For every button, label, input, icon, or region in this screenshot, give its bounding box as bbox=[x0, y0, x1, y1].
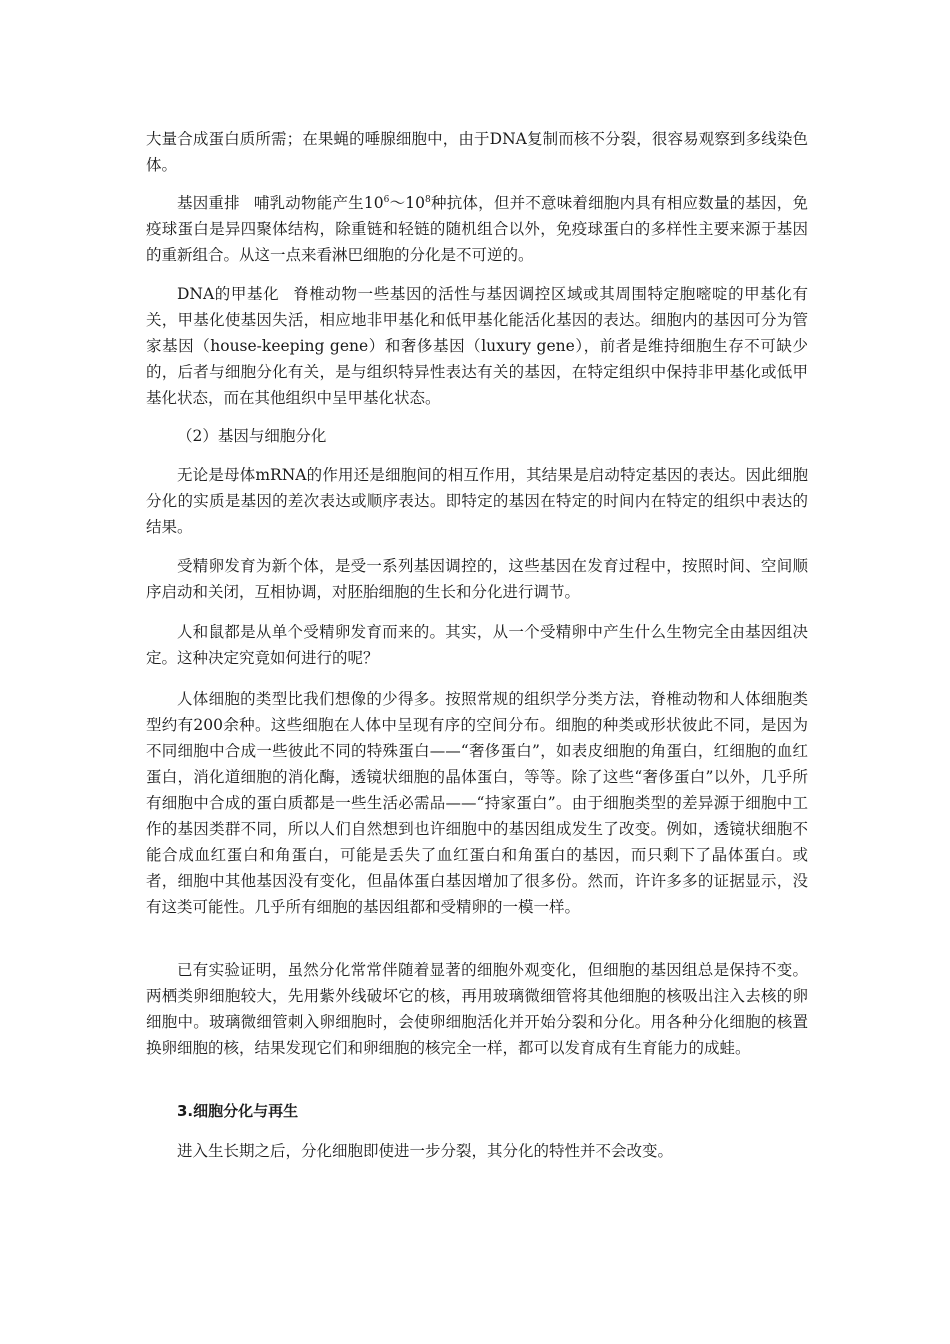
rearrangement-text-post: 种抗体，但并不意味着细胞内具有相应数量的基因，免疫球蛋白是异四聚体结构，除重链和轻链的随机组合以外，免疫球蛋白的多样性主要来源于基因的重新组合。从这一点来看淋巴细胞的分化是不可逆的。 bbox=[146, 194, 808, 264]
paragraph-nuclear-transfer: 已有实验证明，虽然分化常常伴随着显著的细胞外观变化，但细胞的基因组总是保持不变。两栖类卵细胞较大，先用紫外线破坏它的核，再用玻璃微细管将其他细胞的核吸出注入去核的卵细胞中。玻璃微细管刺入卵细胞时，会使卵细胞活化并开始分裂和分化。用各种分化细胞的核置换卵细胞的核，结果发现它们和卵细胞的核完全一样，都可以发育成有生育能力的成蛙。 bbox=[146, 961, 808, 1057]
superscript-exponent-6: 6 bbox=[383, 195, 390, 205]
rearrangement-text-mid: ～10 bbox=[389, 194, 426, 212]
paragraph-genome-determination: 人和鼠都是从单个受精卵发育而来的。其实，从一个受精卵中产生什么生物完全由基因组决定。这种决定究竟如何进行的呢？ bbox=[146, 623, 808, 667]
paragraph-intro: 大量合成蛋白质所需；在果蝇的唾腺细胞中，由于DNA复制而核不分裂，很容易观察到多线染色体。 bbox=[146, 130, 808, 174]
section-heading-differentiation-and-regeneration: 3.细胞分化与再生 bbox=[177, 1102, 299, 1120]
paragraph-essence-of-differentiation: 无论是母体mRNA的作用还是细胞间的相互作用，其结果是启动特定基因的表达。因此细胞分化的实质是基因的差次表达或顺序表达。即特定的基因在特定的时间内在特定的组织中表达的结果。 bbox=[146, 466, 808, 536]
methylation-text: 脊椎动物一些基因的活性与基因调控区域或其周围特定胞嘧啶的甲基化有关，甲基化使基因失活，相应地非甲基化和低甲基化能活化基因的表达。细胞内的基因可分为管家基因（house-keeping gene）和奢侈基因（luxury gene），前者是维持细胞生存不可缺少的，后者与细胞分化有关，是与组织特异性表达有关的基因，在特定组织中保持非甲基化或低甲基化状态，而在其他组织中呈甲基化状态。 bbox=[146, 285, 808, 407]
rearrangement-text-pre: 哺乳动物能产生10 bbox=[253, 194, 384, 212]
paragraph-cell-types: 人体细胞的类型比我们想像的少得多。按照常规的组织学分类方法，脊椎动物和人体细胞类型约有200余种。这些细胞在人体中呈现有序的空间分布。细胞的种类或形状彼此不同，是因为不同细胞中合成一些彼此不同的特殊蛋白——“奢侈蛋白”，如表皮细胞的角蛋白，红细胞的血红蛋白，消化道细胞的消化酶，透镜状细胞的晶体蛋白，等等。除了这些“奢侈蛋白”以外，几乎所有细胞中合成的蛋白质都是一些生活必需品——“持家蛋白”。由于细胞类型的差异源于细胞中工作的基因类群不同，所以人们自然想到也许细胞中的基因组成发生了改变。例如，透镜状细胞不能合成血红蛋白和角蛋白，可能是丢失了血红蛋白和角蛋白的基因，而只剩下了晶体蛋白。或者，细胞中其他基因没有变化，但晶体蛋白基因增加了很多份。然而，许许多多的证据显示，没有这类可能性。几乎所有细胞的基因组都和受精卵的一模一样。 bbox=[146, 690, 808, 916]
term-gene-rearrangement: 基因重排 bbox=[177, 194, 240, 212]
subheading-gene-and-differentiation: （2）基因与细胞分化 bbox=[177, 427, 327, 445]
superscript-exponent-8: 8 bbox=[425, 195, 431, 205]
term-dna-methylation: DNA的甲基化 bbox=[177, 285, 280, 303]
paragraph-gene-rearrangement bbox=[146, 190, 808, 268]
paragraph-gene-regulation: 受精卵发育为新个体，是受一系列基因调控的，这些基因在发育过程中，按照时间、空间顺序启动和关闭，互相协调，对胚胎细胞的生长和分化进行调节。 bbox=[146, 557, 808, 601]
paragraph-dna-methylation bbox=[146, 281, 808, 411]
paragraph-growth-phase: 进入生长期之后，分化细胞即使进一步分裂，其分化的特性并不会改变。 bbox=[177, 1142, 674, 1160]
